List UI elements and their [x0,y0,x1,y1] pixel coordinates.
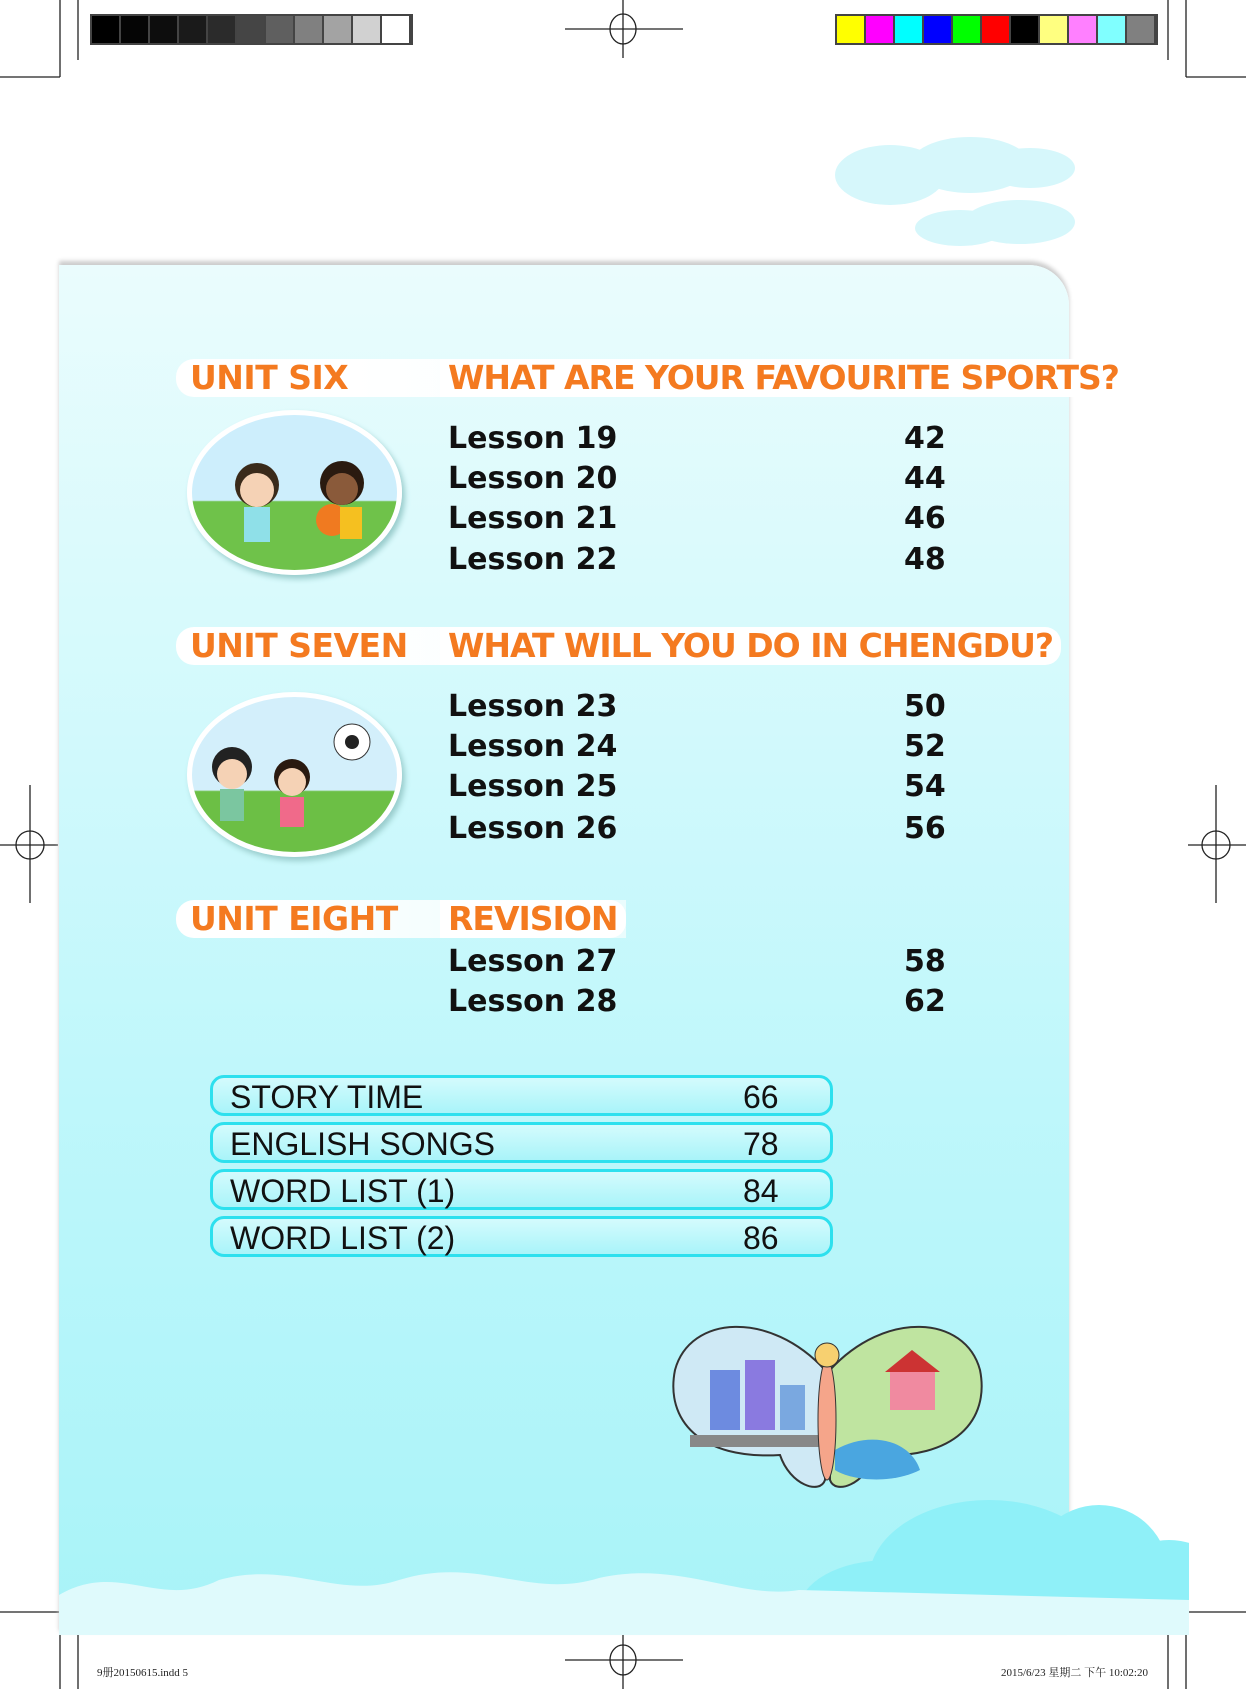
appendix-label: WORD LIST (2) [230,1220,456,1256]
unit-eight-title: REVISION [440,900,626,938]
footer-file-info: 9册20150615.indd 5 [97,1667,189,1679]
unit-seven-title: WHAT WILL YOU DO IN CHENGDU? [440,627,1061,665]
appendix-page: 86 [743,1220,779,1256]
lesson-name: Lesson 27 [448,944,618,979]
lesson-page: 52 [904,729,946,764]
appendix-label: WORD LIST (1) [230,1173,456,1209]
cloud-border [59,1500,1189,1635]
appendix-item[interactable] [210,1216,833,1257]
lesson-name: Lesson 26 [448,811,618,846]
footer-timestamp: 2015/6/23 星期二 下午 10:02:20 [1001,1667,1148,1679]
lesson-page: 62 [904,984,946,1019]
lesson-name: Lesson 28 [448,984,618,1019]
lesson-name: Lesson 24 [448,729,618,764]
appendix-item[interactable] [210,1122,833,1163]
butterfly-illustration [670,1310,985,1505]
appendix-page: 78 [743,1126,779,1162]
unit-six-label: UNIT SIX [190,358,349,397]
unit-six-illustration [187,410,402,575]
lesson-page: 48 [904,542,946,577]
lesson-page: 50 [904,689,946,724]
cloud-decoration [820,130,1140,260]
appendix-label: ENGLISH SONGS [230,1126,495,1162]
appendix-page: 84 [743,1173,779,1209]
lesson-page: 54 [904,769,946,804]
lesson-name: Lesson 22 [448,542,618,577]
unit-six-title: WHAT ARE YOUR FAVOURITE SPORTS? [440,359,1127,397]
lesson-name: Lesson 19 [448,421,618,456]
lesson-page: 46 [904,501,946,536]
lesson-page: 44 [904,461,946,496]
lesson-name: Lesson 25 [448,769,618,804]
appendix-label: STORY TIME [230,1079,424,1115]
lesson-page: 58 [904,944,946,979]
lesson-page: 42 [904,421,946,456]
appendix-item[interactable] [210,1169,833,1210]
lesson-name: Lesson 21 [448,501,618,536]
appendix-item[interactable] [210,1075,833,1116]
lesson-name: Lesson 20 [448,461,618,496]
unit-seven-illustration [187,692,402,857]
lesson-name: Lesson 23 [448,689,618,724]
unit-eight-label: UNIT EIGHT [190,899,398,938]
appendix-page: 66 [743,1079,779,1115]
unit-seven-label: UNIT SEVEN [190,626,408,665]
lesson-page: 56 [904,811,946,846]
